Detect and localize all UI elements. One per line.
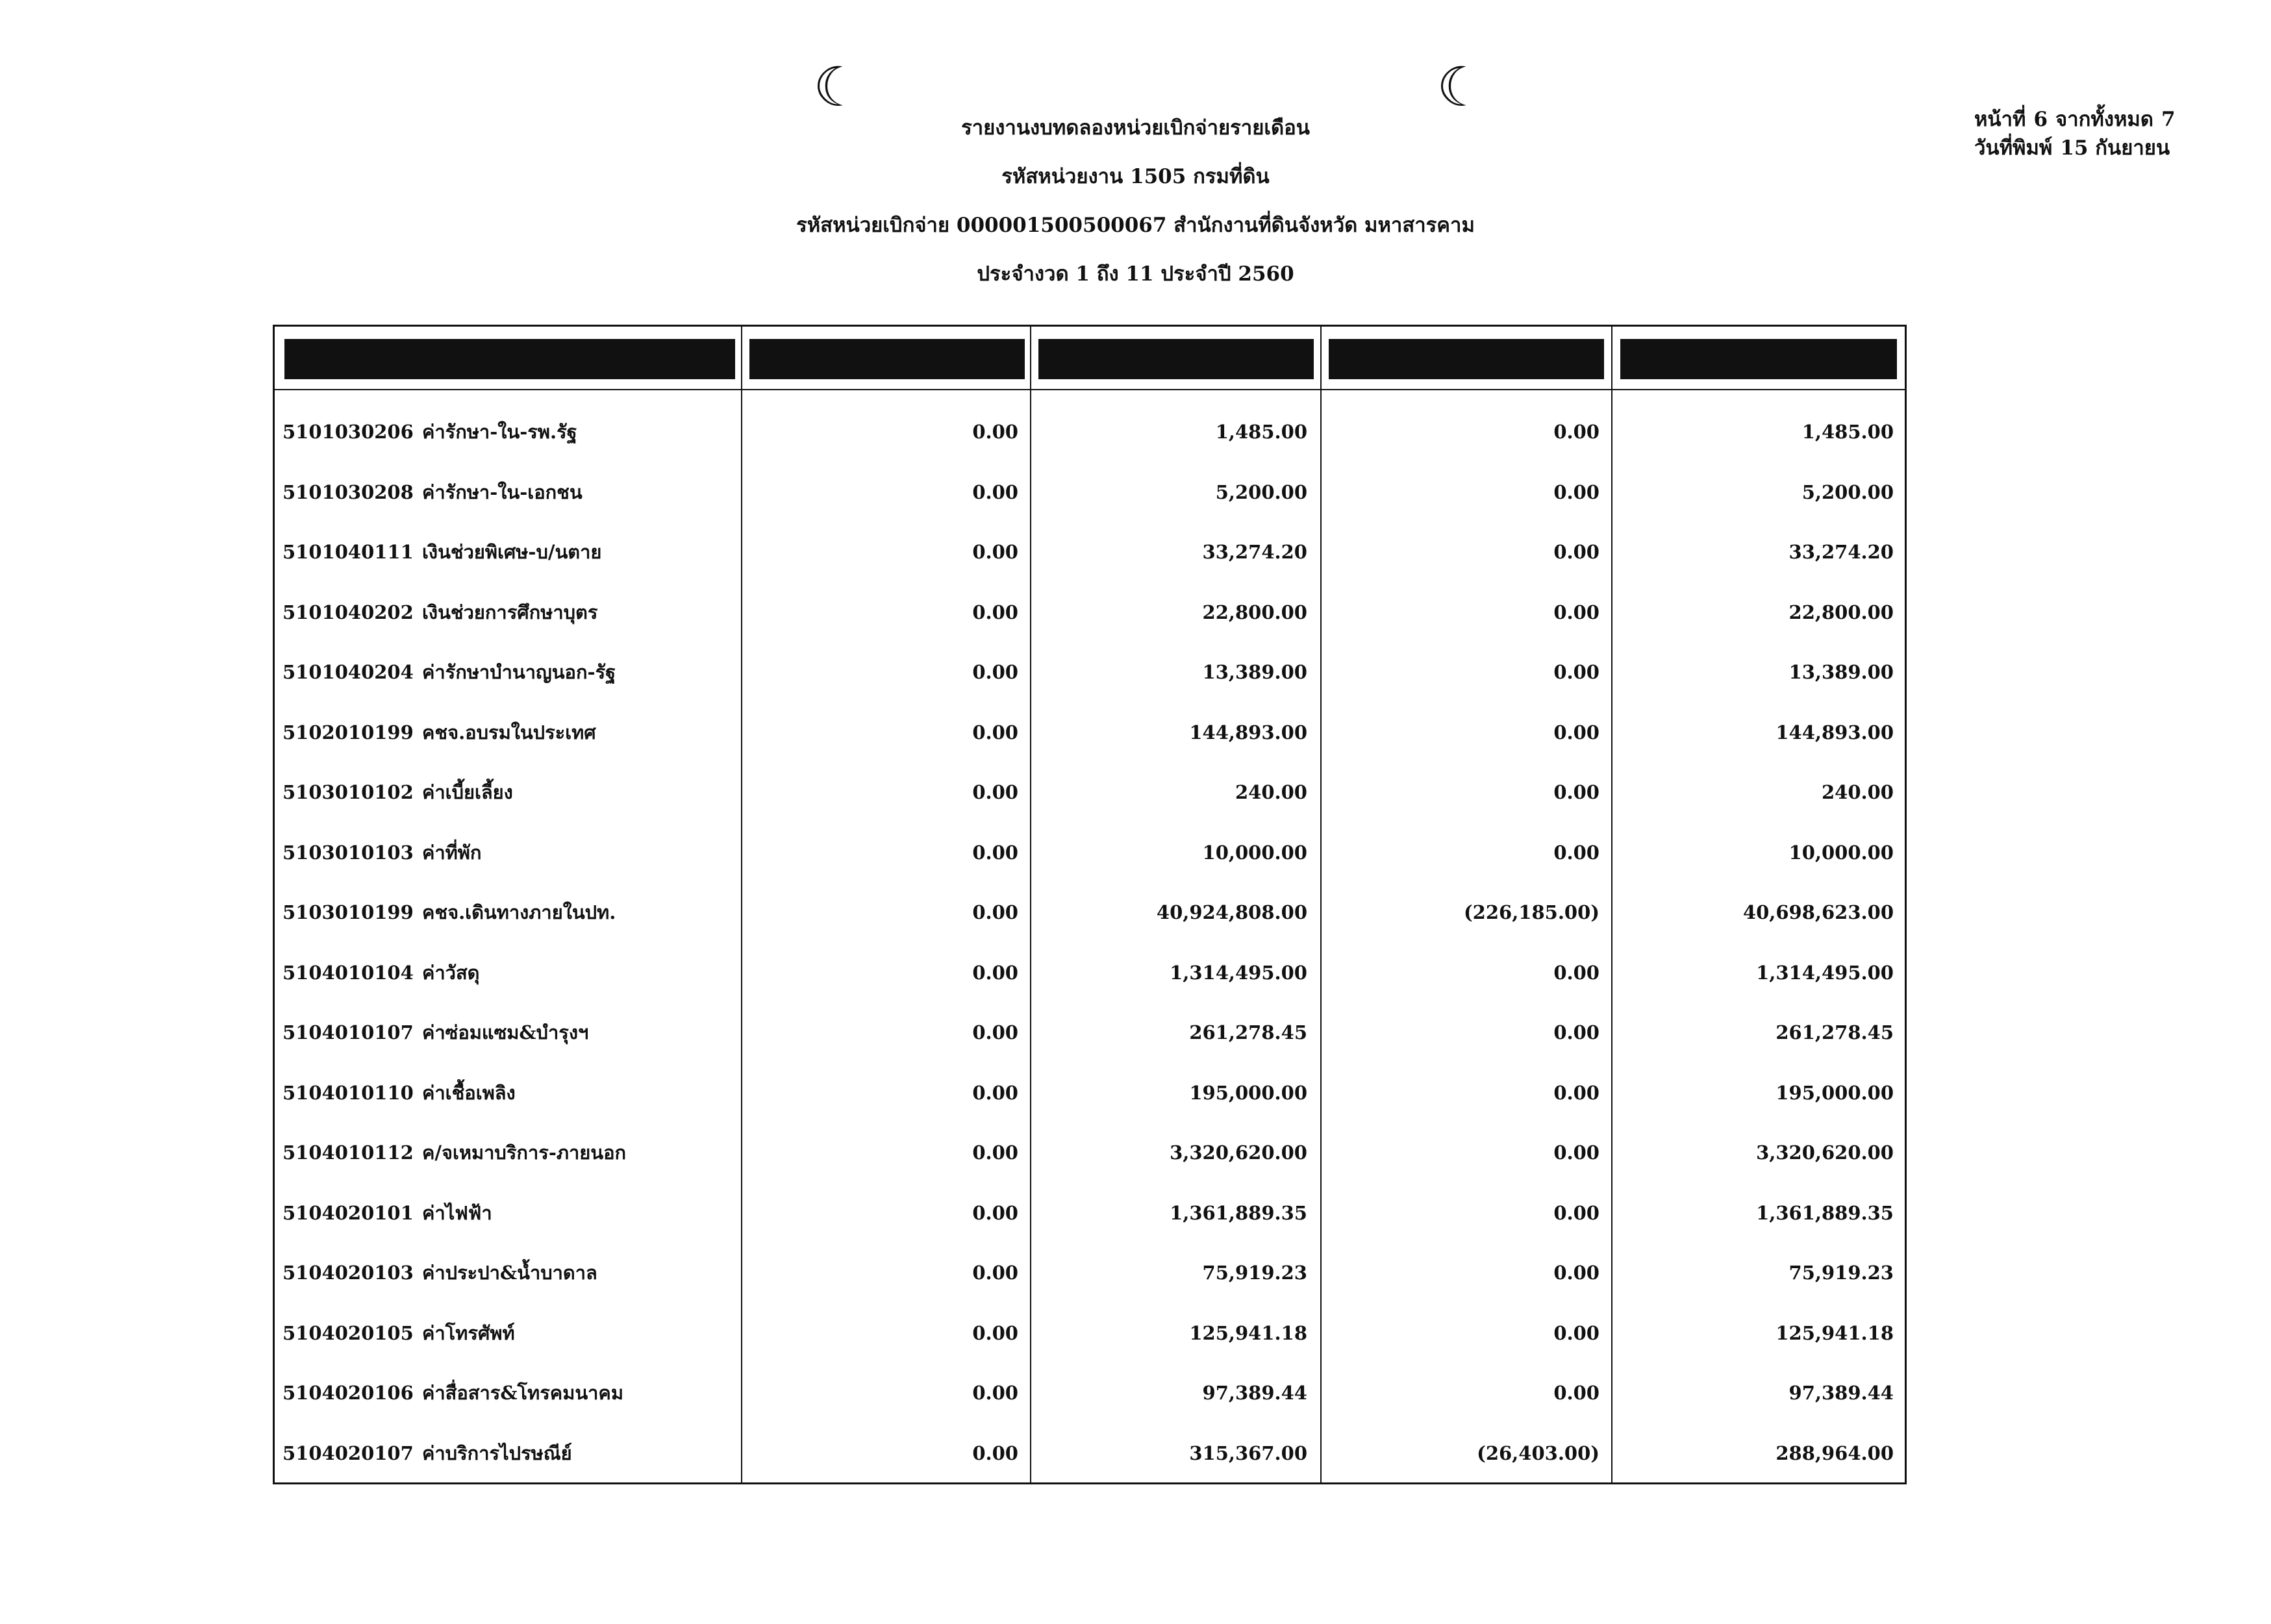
amount-col-3: 0.00 <box>1553 1382 1600 1404</box>
amount-col-2: 315,367.00 <box>1189 1442 1307 1464</box>
table-row <box>275 522 1905 582</box>
amount-col-2: 97,389.44 <box>1202 1382 1307 1404</box>
print-date: 15 กันยายน <box>2060 136 2170 160</box>
amount-col-1: 0.00 <box>972 1262 1018 1284</box>
account-code: 5103010199 <box>282 901 414 923</box>
print-date-line <box>1974 134 2183 162</box>
amount-col-2: 33,274.20 <box>1202 541 1307 563</box>
amount-col-1: 0.00 <box>972 1021 1018 1043</box>
table-row <box>275 703 1905 763</box>
agency-code: รหัสหน่วยงาน 1505 กรมที่ดิน <box>1001 165 1270 188</box>
amount-col-3: 0.00 <box>1553 721 1600 743</box>
account-code: 5104010112 <box>282 1142 414 1164</box>
account-code: 5104020106 <box>282 1382 414 1404</box>
account-name: ค่าวัสดุ <box>422 961 480 984</box>
amount-col-4: 1,314,495.00 <box>1756 961 1894 984</box>
amount-col-1: 0.00 <box>972 1081 1018 1104</box>
amount-col-3: (226,185.00) <box>1463 901 1600 923</box>
account-code: 5101030208 <box>282 481 414 503</box>
amount-col-2: 13,389.00 <box>1202 661 1307 683</box>
account-code: 5101040204 <box>282 661 414 683</box>
amount-col-3: 0.00 <box>1553 601 1600 623</box>
amount-col-1: 0.00 <box>972 1201 1018 1224</box>
amount-col-3: 0.00 <box>1553 661 1600 683</box>
account-name: ค่าไฟฟ้า <box>422 1201 492 1224</box>
table-row <box>275 823 1905 883</box>
account-name: ค่ารักษาบำนาญนอก-รัฐ <box>422 661 616 683</box>
amount-col-4: 22,800.00 <box>1788 601 1894 623</box>
amount-col-3: (26,403.00) <box>1477 1442 1600 1464</box>
amount-col-3: 0.00 <box>1553 1142 1600 1164</box>
header-divider <box>275 389 1905 390</box>
table-row <box>275 943 1905 1003</box>
amount-col-1: 0.00 <box>972 661 1018 683</box>
amount-col-3: 0.00 <box>1553 1021 1600 1043</box>
amount-col-4: 33,274.20 <box>1788 541 1894 563</box>
amount-col-4: 144,893.00 <box>1775 721 1894 743</box>
page-number: 6 <box>2033 108 2048 131</box>
account-name: ค่าโทรศัพท์ <box>422 1321 515 1344</box>
amount-col-2: 22,800.00 <box>1202 601 1307 623</box>
account-code: 5104020105 <box>282 1321 414 1344</box>
total-label: จากทั้งหมด <box>2055 108 2153 131</box>
account-name: ค่าบริการไปรษณีย์ <box>422 1442 572 1464</box>
account-code: 5104020101 <box>282 1201 414 1224</box>
account-name: ค่าเบี้ยเลี้ยง <box>422 781 513 803</box>
amount-col-2: 1,314,495.00 <box>1170 961 1307 984</box>
account-name: ค่าเชื้อเพลิง <box>422 1081 516 1104</box>
amount-col-2: 10,000.00 <box>1202 841 1307 864</box>
table-row <box>275 1003 1905 1063</box>
amount-col-4: 125,941.18 <box>1775 1321 1894 1344</box>
amount-col-4: 5,200.00 <box>1801 481 1894 503</box>
amount-col-2: 5,200.00 <box>1215 481 1307 503</box>
amount-col-2: 125,941.18 <box>1189 1321 1307 1344</box>
account-code: 5102010199 <box>282 721 414 743</box>
table-row <box>275 402 1905 462</box>
account-name: ค่ารักษา-ใน-เอกชน <box>422 481 583 503</box>
account-name: ค่าสื่อสาร&โทรคมนาคม <box>422 1382 623 1404</box>
amount-col-1: 0.00 <box>972 1321 1018 1344</box>
amount-col-1: 0.00 <box>972 1382 1018 1404</box>
amount-col-2: 1,485.00 <box>1215 421 1307 443</box>
amount-col-4: 288,964.00 <box>1775 1442 1894 1464</box>
table-row <box>275 882 1905 943</box>
amount-col-1: 0.00 <box>972 481 1018 503</box>
amount-col-3: 0.00 <box>1553 1201 1600 1224</box>
disbursing-unit: รหัสหน่วยเบิกจ่าย 000001500500067 สำนักงานที่ดินจังหวัด มหาสารคาม <box>796 214 1475 237</box>
amount-col-2: 40,924,808.00 <box>1156 901 1307 923</box>
page-info <box>1974 105 2183 162</box>
amount-col-1: 0.00 <box>972 541 1018 563</box>
amount-col-1: 0.00 <box>972 721 1018 743</box>
amount-col-1: 0.00 <box>972 601 1018 623</box>
amount-col-2: 261,278.45 <box>1189 1021 1307 1043</box>
table-row <box>275 1063 1905 1123</box>
account-code: 5103010102 <box>282 781 414 803</box>
amount-col-3: 0.00 <box>1553 781 1600 803</box>
amount-col-4: 240.00 <box>1822 781 1894 803</box>
page-label: หน้าที่ <box>1974 108 2026 131</box>
account-code: 5104010104 <box>282 961 414 984</box>
amount-col-3: 0.00 <box>1553 1262 1600 1284</box>
account-code: 5104020107 <box>282 1442 414 1464</box>
account-code: 5103010103 <box>282 841 414 864</box>
amount-col-2: 195,000.00 <box>1189 1081 1307 1104</box>
column-header-redacted <box>1620 339 1897 379</box>
table-row <box>275 582 1905 643</box>
amount-col-2: 3,320,620.00 <box>1170 1142 1307 1164</box>
account-name: คชจ.อบรมในประเทศ <box>422 721 596 743</box>
table-row <box>275 462 1905 523</box>
amount-col-4: 10,000.00 <box>1788 841 1894 864</box>
amount-col-4: 261,278.45 <box>1775 1021 1894 1043</box>
table-row <box>275 1363 1905 1423</box>
amount-col-3: 0.00 <box>1553 481 1600 503</box>
account-name: ค่ารักษา-ใน-รพ.รัฐ <box>422 421 577 443</box>
amount-col-1: 0.00 <box>972 421 1018 443</box>
amount-col-4: 1,361,889.35 <box>1756 1201 1894 1224</box>
column-header-redacted <box>284 339 735 379</box>
column-header-redacted <box>749 339 1025 379</box>
amount-col-4: 40,698,623.00 <box>1742 901 1894 923</box>
account-code: 5104010107 <box>282 1021 414 1043</box>
table-row <box>275 1123 1905 1183</box>
amount-col-4: 75,919.23 <box>1788 1262 1894 1284</box>
account-name: ค่าซ่อมแซม&บำรุงฯ <box>422 1021 589 1043</box>
amount-col-1: 0.00 <box>972 1442 1018 1464</box>
table-row <box>275 1303 1905 1364</box>
column-header-redacted <box>1329 339 1604 379</box>
amount-col-1: 0.00 <box>972 841 1018 864</box>
amount-col-4: 3,320,620.00 <box>1756 1142 1894 1164</box>
trial-balance-table <box>273 325 1907 1484</box>
amount-col-1: 0.00 <box>972 781 1018 803</box>
account-name: เงินช่วยการศึกษาบุตร <box>422 601 598 623</box>
amount-col-4: 97,389.44 <box>1788 1382 1894 1404</box>
amount-col-3: 0.00 <box>1553 841 1600 864</box>
account-code: 5101040111 <box>282 541 414 563</box>
amount-col-1: 0.00 <box>972 1142 1018 1164</box>
account-name: ค/จเหมาบริการ-ภายนอก <box>422 1142 627 1164</box>
report-title: รายงานงบทดลองหน่วยเบิกจ่ายรายเดือน <box>961 116 1310 140</box>
report-period: ประจำงวด 1 ถึง 11 ประจำปี 2560 <box>977 262 1294 286</box>
amount-col-4: 1,485.00 <box>1801 421 1894 443</box>
amount-col-4: 13,389.00 <box>1788 661 1894 683</box>
table-row <box>275 1243 1905 1303</box>
amount-col-4: 195,000.00 <box>1775 1081 1894 1104</box>
amount-col-1: 0.00 <box>972 901 1018 923</box>
amount-col-3: 0.00 <box>1553 421 1600 443</box>
print-date-label: วันที่พิมพ์ <box>1974 136 2053 160</box>
amount-col-3: 0.00 <box>1553 1321 1600 1344</box>
crescent-mark-right: ☾ <box>1437 55 1486 119</box>
amount-col-3: 0.00 <box>1553 961 1600 984</box>
column-header-redacted <box>1038 339 1314 379</box>
account-code: 5101030206 <box>282 421 414 443</box>
table-row <box>275 762 1905 823</box>
amount-col-3: 0.00 <box>1553 1081 1600 1104</box>
account-code: 5104020103 <box>282 1262 414 1284</box>
account-code: 5101040202 <box>282 601 414 623</box>
account-name: ค่าที่พัก <box>422 841 482 864</box>
amount-col-2: 75,919.23 <box>1202 1262 1307 1284</box>
amount-col-2: 240.00 <box>1235 781 1307 803</box>
table-row <box>275 1183 1905 1243</box>
account-name: คชจ.เดินทางภายในปท. <box>422 901 616 923</box>
amount-col-2: 144,893.00 <box>1189 721 1307 743</box>
account-name: ค่าประปา&น้ำบาดาล <box>422 1262 597 1284</box>
amount-col-2: 1,361,889.35 <box>1170 1201 1307 1224</box>
crescent-mark-left: ☾ <box>813 55 862 119</box>
amount-col-1: 0.00 <box>972 961 1018 984</box>
account-code: 5104010110 <box>282 1081 414 1104</box>
amount-col-3: 0.00 <box>1553 541 1600 563</box>
page-number-line <box>1974 105 2183 134</box>
total-pages: 7 <box>2161 108 2176 131</box>
account-name: เงินช่วยพิเศษ-บ/นตาย <box>422 541 602 563</box>
table-row <box>275 1423 1905 1484</box>
report-header <box>0 104 2271 299</box>
table-row <box>275 642 1905 703</box>
